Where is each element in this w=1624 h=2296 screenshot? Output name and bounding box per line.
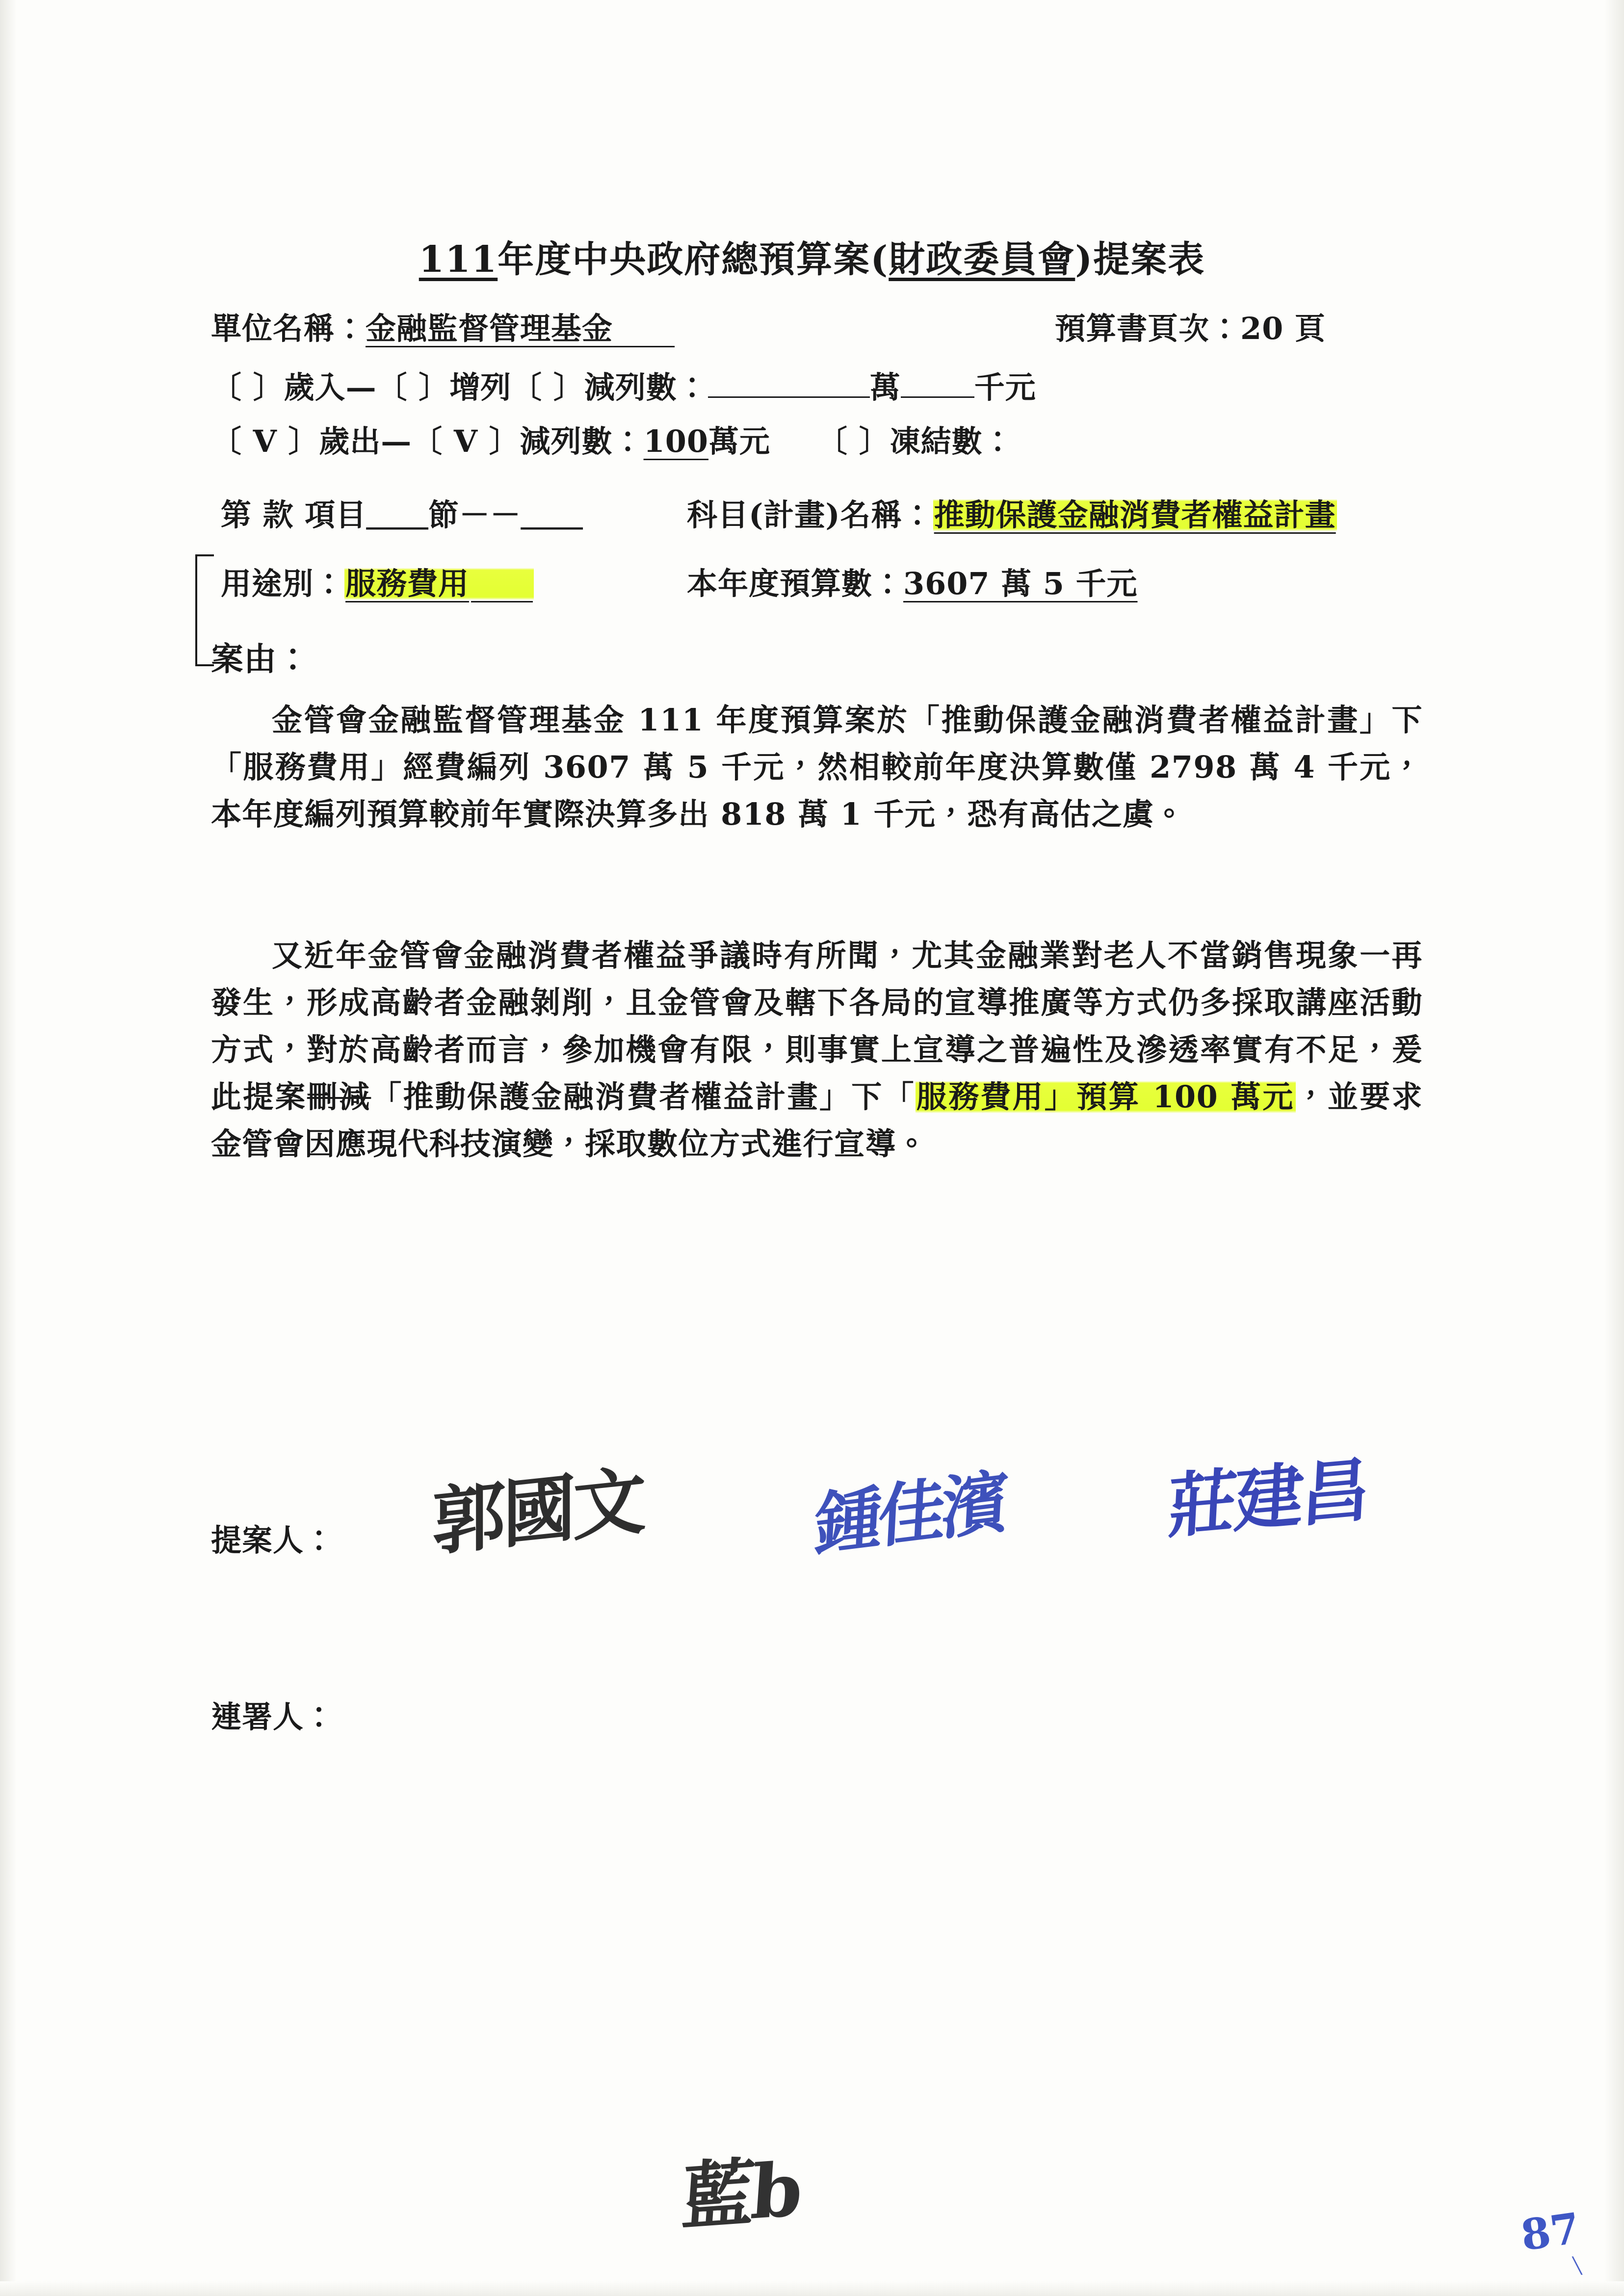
- item-label: 第 款 項目＿＿節－－＿＿: [221, 497, 583, 533]
- purpose-value: 服務費用: [345, 566, 470, 601]
- budget-page-row: [1055, 304, 1326, 348]
- reason-label: 案由：: [211, 640, 310, 678]
- revenue-qian-blank: [901, 396, 974, 398]
- cosigner-label: 連署人：: [211, 1699, 335, 1735]
- budget-page-label: 預算書頁次：: [1055, 311, 1241, 346]
- expense-unit: 萬元: [708, 423, 770, 459]
- signature-proposer-2: 鍾佳濱: [812, 1461, 1007, 1566]
- page-number: 87: [1518, 2203, 1583, 2261]
- page-title: [0, 231, 1624, 283]
- page-number-mark: ﹨: [1558, 2243, 1595, 2283]
- purpose-row: [221, 559, 534, 603]
- expense-row: [211, 417, 1014, 461]
- paragraph-2-part3: ，並要求金管會因應現代科技演變，採取數位方式進行宣導。: [211, 1079, 1423, 1162]
- unit-name-label: 單位名稱：: [211, 311, 366, 346]
- signature-proposer-1: 郭國文: [432, 1457, 643, 1566]
- budget-page-value: 20 頁: [1240, 311, 1326, 346]
- year-budget-row: [687, 559, 1137, 603]
- unit-name-value: 金融監督管理基金: [366, 311, 613, 346]
- expense-label: 〔 V 〕歲出—〔 V 〕減列數：: [211, 423, 644, 459]
- title-main: 年度中央政府總預算案(: [498, 238, 889, 281]
- paragraph-2-highlight: 服務費用」預算 100 萬元: [916, 1079, 1295, 1115]
- revenue-amount-blank: [708, 396, 870, 398]
- year-budget-label: 本年度預算數：: [687, 566, 904, 601]
- item-row: [221, 491, 583, 534]
- revenue-unit-wan: 萬: [869, 369, 901, 405]
- paragraph-1-text: 金管會金融監督管理基金 111 年度預算案於「推動保護金融消費者權益計畫」下「服務費用」經費編列 3607 萬 5 千元，然相較前年度決算數僅 2798 萬 4 千元，本年度編列預算較前年實際決算多出 818 萬 1 千元，恐有高估之虞。: [211, 702, 1423, 832]
- paragraph-2-part2: 「推動保護金融消費者權益計畫」下「: [371, 1079, 916, 1115]
- subject-label: 科目(計畫)名稱：: [687, 497, 933, 533]
- title-suffix: )提案表: [1075, 238, 1205, 281]
- expense-amount: 100: [643, 423, 708, 459]
- title-year: 111: [419, 238, 498, 281]
- paragraph-2: [211, 932, 1423, 1168]
- year-budget-value: 3607 萬 5 千元: [903, 566, 1138, 601]
- revenue-label: 〔 〕歲入—〔 〕增列〔 〕減列數：: [211, 369, 708, 405]
- signature-proposer-3: 莊建昌: [1165, 1448, 1369, 1548]
- revenue-unit-qian: 千元: [974, 369, 1036, 405]
- bottom-signature-stamp: 藍b: [679, 2146, 802, 2242]
- unit-name-row: [211, 304, 675, 348]
- paragraph-2-part1: 又近年金管會金融消費者權益爭議時有所聞，尤其金融業對老人不當銷售現象一再發生，形成高齡者金融剝削，且金管會及轄下各局的宣導推廣等方式仍多採取講座活動方式，對於高齡者而言，參加機會有限，則事實上宣導之普遍性及滲透率實有不足，爰此提案: [211, 938, 1423, 1115]
- subject-value: 推動保護金融消費者權益計畫: [934, 497, 1336, 533]
- title-committee: 財政委員會: [889, 238, 1075, 281]
- proposer-label: 提案人：: [211, 1522, 335, 1558]
- paragraph-2-strikethrough: 刪減: [307, 1079, 371, 1115]
- purpose-label: 用途別：: [221, 566, 345, 601]
- freeze-label: 〔 〕凍結數：: [832, 423, 1014, 459]
- subject-row: [687, 491, 1337, 534]
- revenue-row: [211, 363, 1036, 407]
- paragraph-1: [211, 697, 1423, 838]
